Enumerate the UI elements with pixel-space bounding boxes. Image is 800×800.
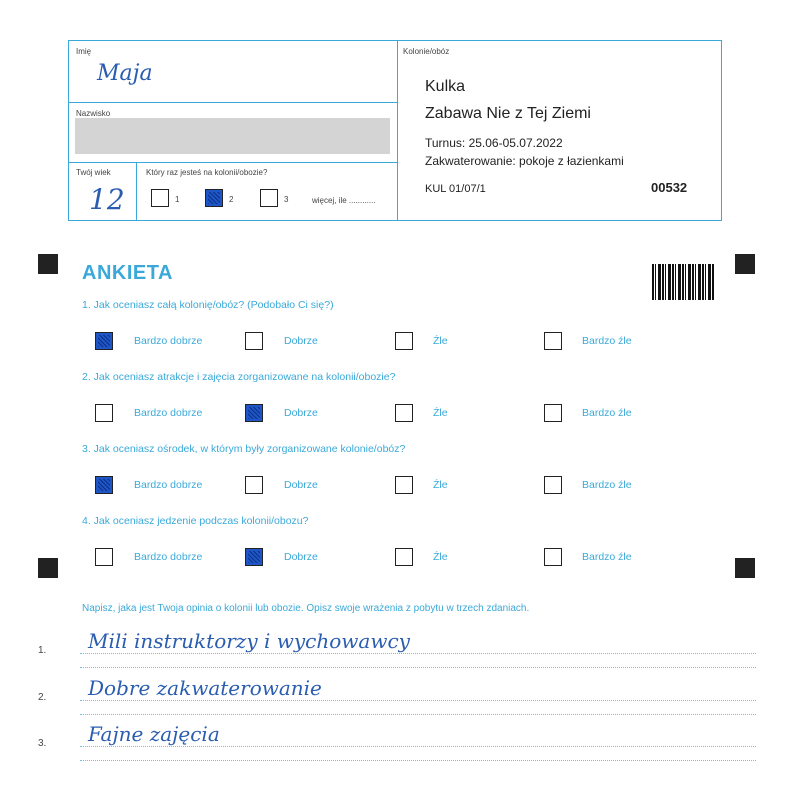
question-3-option-label: Dobrze (284, 479, 318, 491)
opinion-answer-2: Dobre zakwaterowanie (88, 676, 322, 700)
header-divider (397, 41, 398, 221)
nazwisko-label: Nazwisko (76, 109, 111, 118)
question-2-text: 2. Jak oceniasz atrakcje i zajęcia zorganizowane na kolonii/obozie? (82, 371, 396, 383)
question-2-checkbox-2[interactable] (245, 404, 263, 422)
visit-count-checkbox-1[interactable] (151, 189, 169, 207)
question-4-checkbox-4[interactable] (544, 548, 562, 566)
question-4-option-label: Źle (433, 551, 448, 563)
question-1-option-label: Bardzo źle (582, 335, 632, 347)
opinion-dotted-line (80, 746, 756, 747)
question-3-checkbox-2[interactable] (245, 476, 263, 494)
opinion-line-number: 2. (38, 692, 47, 703)
question-1-checkbox-1[interactable] (95, 332, 113, 350)
question-3-checkbox-3[interactable] (395, 476, 413, 494)
marker-top-left (38, 254, 58, 274)
opinion-answer-3: Fajne zajęcia (88, 722, 220, 746)
wiek-divider (136, 162, 137, 221)
marker-bottom-right (735, 558, 755, 578)
question-2-checkbox-4[interactable] (544, 404, 562, 422)
question-1-text: 1. Jak oceniasz całą kolonię/obóz? (Podobało Ci się?) (82, 299, 334, 311)
opinion-answer-1: Mili instruktorzy i wychowawcy (88, 629, 410, 653)
camp-subtitle: Zabawa Nie z Tej Ziemi (425, 105, 591, 122)
question-2-option-label: Bardzo źle (582, 407, 632, 419)
imie-value: Maja (97, 61, 153, 86)
question-2-option-label: Bardzo dobrze (134, 407, 203, 419)
nazwisko-divider (69, 162, 397, 163)
question-1-option-label: Bardzo dobrze (134, 335, 203, 347)
visit-count-option-1: 1 (175, 195, 180, 204)
question-4-option-label: Dobrze (284, 551, 318, 563)
marker-top-right (735, 254, 755, 274)
question-2-checkbox-1[interactable] (95, 404, 113, 422)
wiek-label: Twój wiek (76, 168, 111, 177)
turnus: Turnus: 25.06-05.07.2022 (425, 136, 563, 150)
visit-count-checkbox-3[interactable] (260, 189, 278, 207)
opinion-line-number: 3. (38, 738, 47, 749)
ktory-raz-label: Który raz jesteś na kolonii/obozie? (146, 168, 268, 177)
zakwaterowanie: Zakwaterowanie: pokoje z łazienkami (425, 154, 624, 168)
question-4-text: 4. Jak oceniasz jedzenie podczas kolonii/obozu? (82, 515, 309, 527)
survey-title: ANKIETA (82, 262, 173, 284)
redacted-surname (75, 118, 390, 154)
question-3-text: 3. Jak oceniasz ośrodek, w którym były zorganizowane kolonie/obóz? (82, 443, 406, 455)
question-3-option-label: Źle (433, 479, 448, 491)
marker-bottom-left (38, 558, 58, 578)
question-4-checkbox-3[interactable] (395, 548, 413, 566)
question-2-option-label: Dobrze (284, 407, 318, 419)
opinion-instruction: Napisz, jaka jest Twoja opinia o kolonii lub obozie. Opisz swoje wrażenia z pobytu w trzech zdaniach. (82, 603, 530, 614)
question-4-option-label: Bardzo źle (582, 551, 632, 563)
opinion-dotted-line (80, 667, 756, 668)
form-number: 00532 (651, 180, 688, 195)
question-3-checkbox-4[interactable] (544, 476, 562, 494)
question-1-checkbox-3[interactable] (395, 332, 413, 350)
opinion-dotted-line (80, 700, 756, 701)
wiek-value: 12 (89, 183, 125, 216)
opinion-dotted-line (80, 760, 756, 761)
question-3-option-label: Bardzo źle (582, 479, 632, 491)
question-2-checkbox-3[interactable] (395, 404, 413, 422)
kolonie-label: Kolonie/obóz (403, 47, 450, 56)
opinion-line-number: 1. (38, 645, 47, 656)
question-2-option-label: Źle (433, 407, 448, 419)
question-4-option-label: Bardzo dobrze (134, 551, 203, 563)
camp-name: Kulka (425, 78, 466, 95)
visit-count-option-3: 3 (284, 195, 289, 204)
question-1-option-label: Źle (433, 335, 448, 347)
question-4-checkbox-2[interactable] (245, 548, 263, 566)
opinion-dotted-line (80, 653, 756, 654)
question-3-option-label: Bardzo dobrze (134, 479, 203, 491)
question-1-checkbox-4[interactable] (544, 332, 562, 350)
question-1-checkbox-2[interactable] (245, 332, 263, 350)
question-1-option-label: Dobrze (284, 335, 318, 347)
barcode (652, 264, 714, 300)
question-3-checkbox-1[interactable] (95, 476, 113, 494)
visit-count-checkbox-2[interactable] (205, 189, 223, 207)
opinion-dotted-line (80, 714, 756, 715)
imie-divider (69, 102, 397, 103)
imie-label: Imię (76, 47, 92, 56)
wiecej-label: więcej, ile ............ (312, 196, 376, 205)
visit-count-option-2: 2 (229, 195, 234, 204)
question-4-checkbox-1[interactable] (95, 548, 113, 566)
camp-code: KUL 01/07/1 (425, 183, 486, 195)
